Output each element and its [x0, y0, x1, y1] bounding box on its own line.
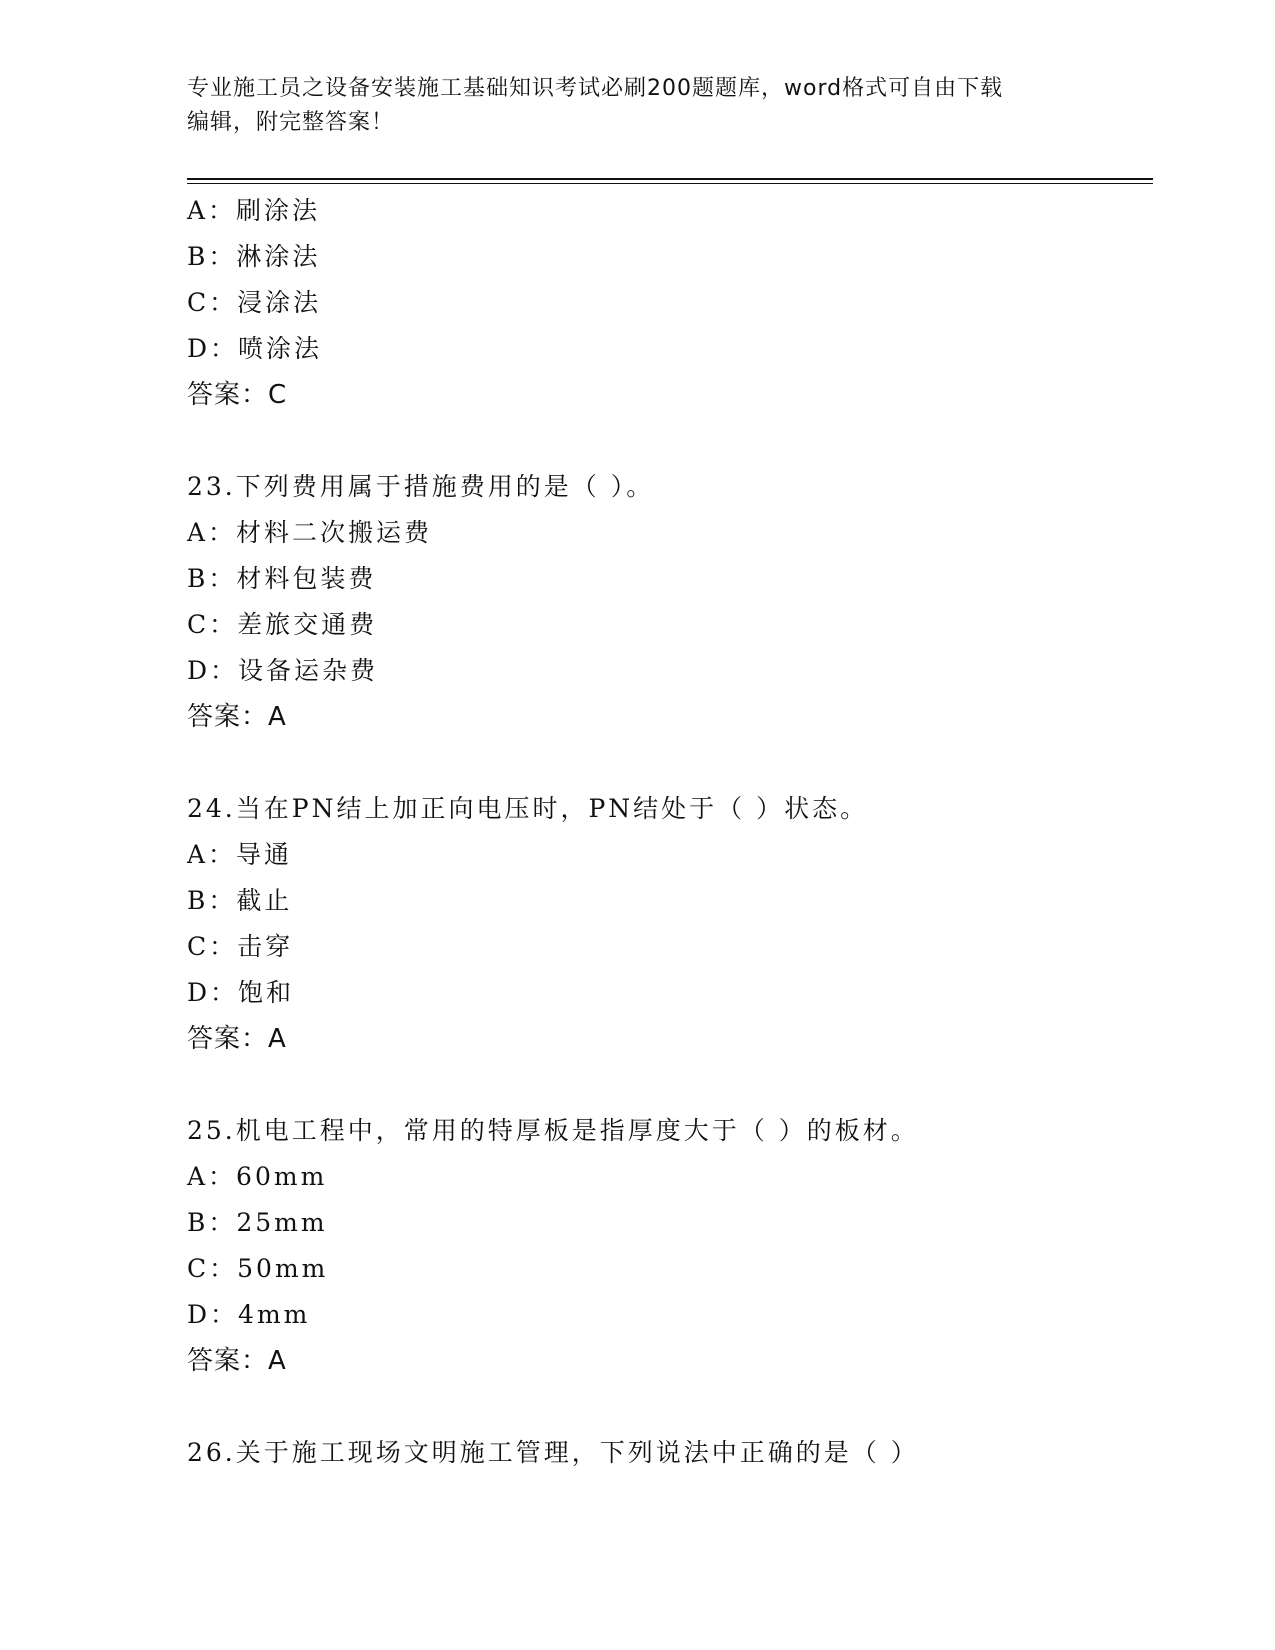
question-23 [187, 464, 1153, 740]
header-rule-thin [187, 183, 1153, 184]
spacer [187, 1062, 1153, 1108]
option-c: C：差旅交通费 [187, 610, 378, 639]
spacer [187, 418, 1153, 464]
option-d: D：喷涂法 [187, 334, 323, 363]
answer: 答案：C [187, 380, 288, 410]
option-c: C：击穿 [187, 932, 294, 961]
option-a: A：材料二次搬运费 [187, 518, 433, 547]
document-header [187, 72, 1067, 140]
option-d: D：4mm [187, 1300, 311, 1329]
answer: 答案：A [187, 1346, 287, 1376]
option-c: C：50mm [187, 1254, 329, 1283]
option-b: B：淋涂法 [187, 242, 321, 271]
spacer [187, 740, 1153, 786]
question-text: 24.当在PN结上加正向电压时，PN结处于（ ）状态。 [187, 794, 869, 823]
answer: 答案：A [187, 1024, 287, 1054]
question-text: 23.下列费用属于措施费用的是（ ）。 [187, 472, 655, 501]
option-d: D：设备运杂费 [187, 656, 379, 685]
question-22 [187, 188, 1153, 418]
header-line-2: 编辑，附完整答案！ [187, 110, 395, 135]
question-text: 25.机电工程中，常用的特厚板是指厚度大于（ ）的板材。 [187, 1116, 919, 1145]
option-a: A：60mm [187, 1162, 328, 1191]
question-26 [187, 1430, 1153, 1476]
option-a: A：刷涂法 [187, 196, 321, 225]
question-list [187, 188, 1153, 1476]
question-25 [187, 1108, 1153, 1384]
question-24 [187, 786, 1153, 1062]
option-b: B：材料包装费 [187, 564, 377, 593]
option-b: B：截止 [187, 886, 293, 915]
option-a: A：导通 [187, 840, 293, 869]
spacer [187, 1384, 1153, 1430]
question-text: 26.关于施工现场文明施工管理，下列说法中正确的是（ ） [187, 1438, 919, 1467]
option-b: B：25mm [187, 1208, 328, 1237]
header-rule-thick [187, 178, 1153, 180]
header-line-1: 专业施工员之设备安装施工基础知识考试必刷200题题库，word格式可自由下载 [187, 76, 1004, 101]
option-c: C：浸涂法 [187, 288, 322, 317]
answer: 答案：A [187, 702, 287, 732]
option-d: D：饱和 [187, 978, 295, 1007]
